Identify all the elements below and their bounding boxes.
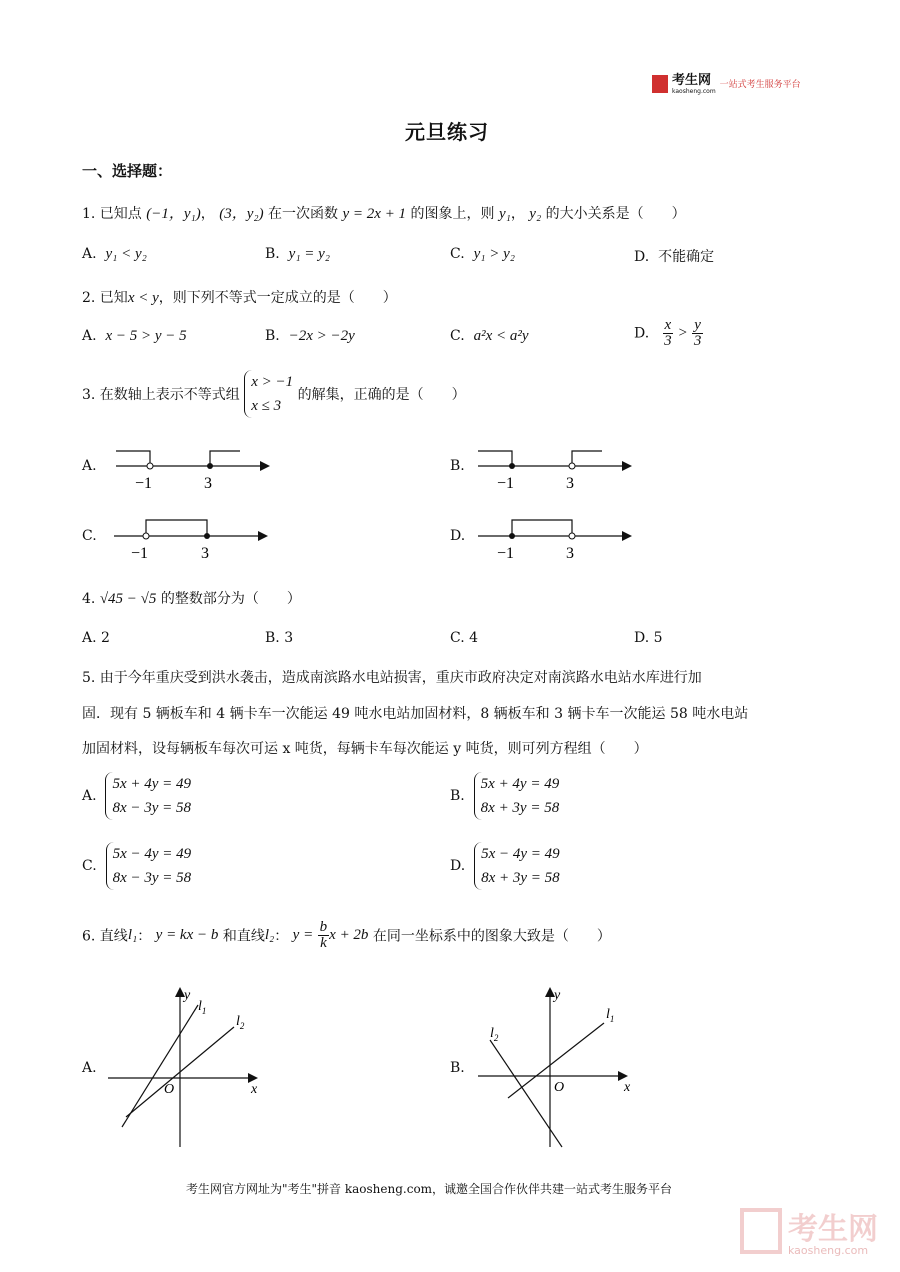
q1-option-c[interactable]: C. y₁ > y₂ — [450, 246, 515, 262]
q3-number-line-d — [472, 510, 632, 562]
question-3: 3. 在数轴上表示不等式组 x > −1 x ≤ 3 的解集，正确的是（ ） — [82, 370, 466, 418]
q5-option-c[interactable]: C. 5x − 4y = 49 8x − 3y = 58 — [82, 842, 191, 890]
q1-option-a[interactable]: A. y₁ < y₂ — [82, 246, 147, 262]
q2-condition: x < y — [127, 290, 159, 306]
line-l2 — [490, 1040, 565, 1147]
svg-text:O: O — [164, 1082, 175, 1097]
q3-number-line-b — [472, 440, 632, 492]
q3-option-a[interactable]: A. — [82, 458, 97, 474]
q3-number-line-a — [110, 440, 270, 492]
watermark-domain: kaosheng.com — [788, 1244, 869, 1257]
q1-sep: ， — [200, 206, 215, 222]
q5-line-3: 加固材料，设每辆板车每次可运 x 吨货，每辆卡车每次能运 y 吨货，则可列方程组（ ） — [82, 741, 648, 757]
question-4: 4. √45 − √5 的整数部分为（ ） — [82, 591, 301, 607]
q5-option-d[interactable]: D. 5x − 4y = 49 8x + 3y = 58 — [450, 842, 560, 890]
q4-expression: √45 − √5 — [99, 591, 157, 607]
q1-text-4: 的大小关系是（ ） — [545, 206, 686, 222]
q4-option-d[interactable]: D. 5 — [634, 630, 663, 646]
svg-text:y: y — [184, 988, 191, 1003]
q6-graph-a — [108, 985, 268, 1150]
q3-option-c[interactable]: C. — [82, 528, 97, 544]
closed-dot — [207, 463, 213, 469]
header-logo — [652, 72, 801, 95]
q5-option-a[interactable]: A. 5x + 4y = 49 8x − 3y = 58 — [82, 772, 191, 820]
q4-option-c[interactable]: C. 4 — [450, 630, 479, 646]
q3-option-b[interactable]: B. — [450, 458, 465, 474]
q1-function: y = 2x + 1 — [342, 206, 407, 222]
question-1 — [82, 202, 686, 223]
q5-line-1: 5. 由于今年重庆受到洪水袭击，造成南滨路水电站损害，重庆市政府决定对南滨路水电站水库进行加 — [82, 670, 702, 686]
q1-option-d[interactable]: D. 不能确定 — [634, 249, 715, 265]
q6-option-a[interactable]: A. — [82, 1060, 97, 1076]
watermark — [740, 1204, 878, 1257]
logo-slogan: 一站式考生服务平台 — [719, 80, 801, 90]
svg-text:−1: −1 — [497, 545, 515, 562]
q1-point-1: (−1，y₁) — [146, 206, 201, 222]
q2-option-d[interactable]: D. $\frac{x}{3}$ > $\frac{y}{3}$ — [634, 317, 702, 349]
svg-text:x: x — [251, 1082, 258, 1097]
svg-text:x: x — [624, 1080, 631, 1095]
q6-graph-b — [474, 985, 634, 1150]
svg-text:−1: −1 — [131, 545, 149, 562]
svg-text:−1: −1 — [497, 475, 515, 492]
svg-text:l2: $l_2$ — [490, 1026, 499, 1043]
svg-text:3: 3 — [204, 475, 212, 492]
q3-number-line-c — [108, 510, 268, 562]
question-2: 2. 已知x < y，则下列不等式一定成立的是（ ） — [82, 290, 397, 306]
watermark-logo-icon — [740, 1208, 782, 1254]
q1-option-b[interactable]: B. y₁ = y₂ — [265, 246, 331, 262]
q5-line-2: 固．现有 5 辆板车和 4 辆卡车一次能运 49 吨水电站加固材料，8 辆板车和 3 辆卡车一次能运 58 吨水电站 — [82, 706, 749, 722]
page-title: 元旦练习 — [405, 120, 489, 144]
logo-mark-icon — [652, 75, 668, 93]
q2-option-a[interactable]: A. x − 5 > y − 5 — [82, 328, 187, 344]
q1-y1: y₁ — [498, 206, 511, 222]
q2-option-c[interactable]: C. a²x < a²y — [450, 328, 529, 344]
q2-option-b[interactable]: B. −2x > −2y — [265, 328, 355, 344]
svg-text:l1: $l_1$ — [198, 999, 207, 1016]
logo-brand: 考生网 — [672, 73, 712, 88]
q1-y2: y₂ — [529, 206, 542, 222]
svg-text:3: 3 — [201, 545, 209, 562]
svg-text:3: 3 — [566, 475, 574, 492]
svg-text:−1: −1 — [135, 475, 153, 492]
q4-option-a[interactable]: A. 2 — [82, 630, 110, 646]
logo-domain: kaosheng.com — [672, 88, 716, 95]
svg-text:l1: $l_1$ — [606, 1007, 615, 1024]
q5-option-b[interactable]: B. 5x + 4y = 49 8x + 3y = 58 — [450, 772, 559, 820]
open-dot — [147, 463, 153, 469]
svg-text:y: y — [554, 988, 561, 1003]
section-heading: 一、选择题： — [82, 162, 173, 180]
page-footer: 考生网官方网址为"考生"拼音 kaosheng.com，诚邀全国合作伙伴共建一站式考生服务平台 — [186, 1182, 673, 1196]
q4-option-b[interactable]: B. 3 — [265, 630, 294, 646]
q3-option-d[interactable]: D. — [450, 528, 466, 544]
question-6: 6. 直线l₁： y = kx − b 和直线l₂： y = $\frac{b}{k}$ x + 2b 在同一坐标系中的图象大致是（ ） — [82, 919, 611, 951]
watermark-brand: 考生网 — [788, 1212, 878, 1247]
q1-text-2: 在一次函数 — [268, 206, 339, 222]
q1-text: 1. 已知点 — [82, 206, 142, 222]
q1-point-2: (3，y₂) — [219, 206, 264, 222]
svg-text:O: O — [554, 1080, 565, 1095]
q3-inequality-system: x > −1 x ≤ 3 — [244, 370, 293, 418]
q6-option-b[interactable]: B. — [450, 1060, 465, 1076]
q1-text-3: 的图象上，则 — [410, 206, 495, 222]
svg-text:3: 3 — [566, 545, 574, 562]
svg-text:l2: $l_2$ — [236, 1014, 245, 1031]
q1-comma: ， — [510, 206, 525, 222]
